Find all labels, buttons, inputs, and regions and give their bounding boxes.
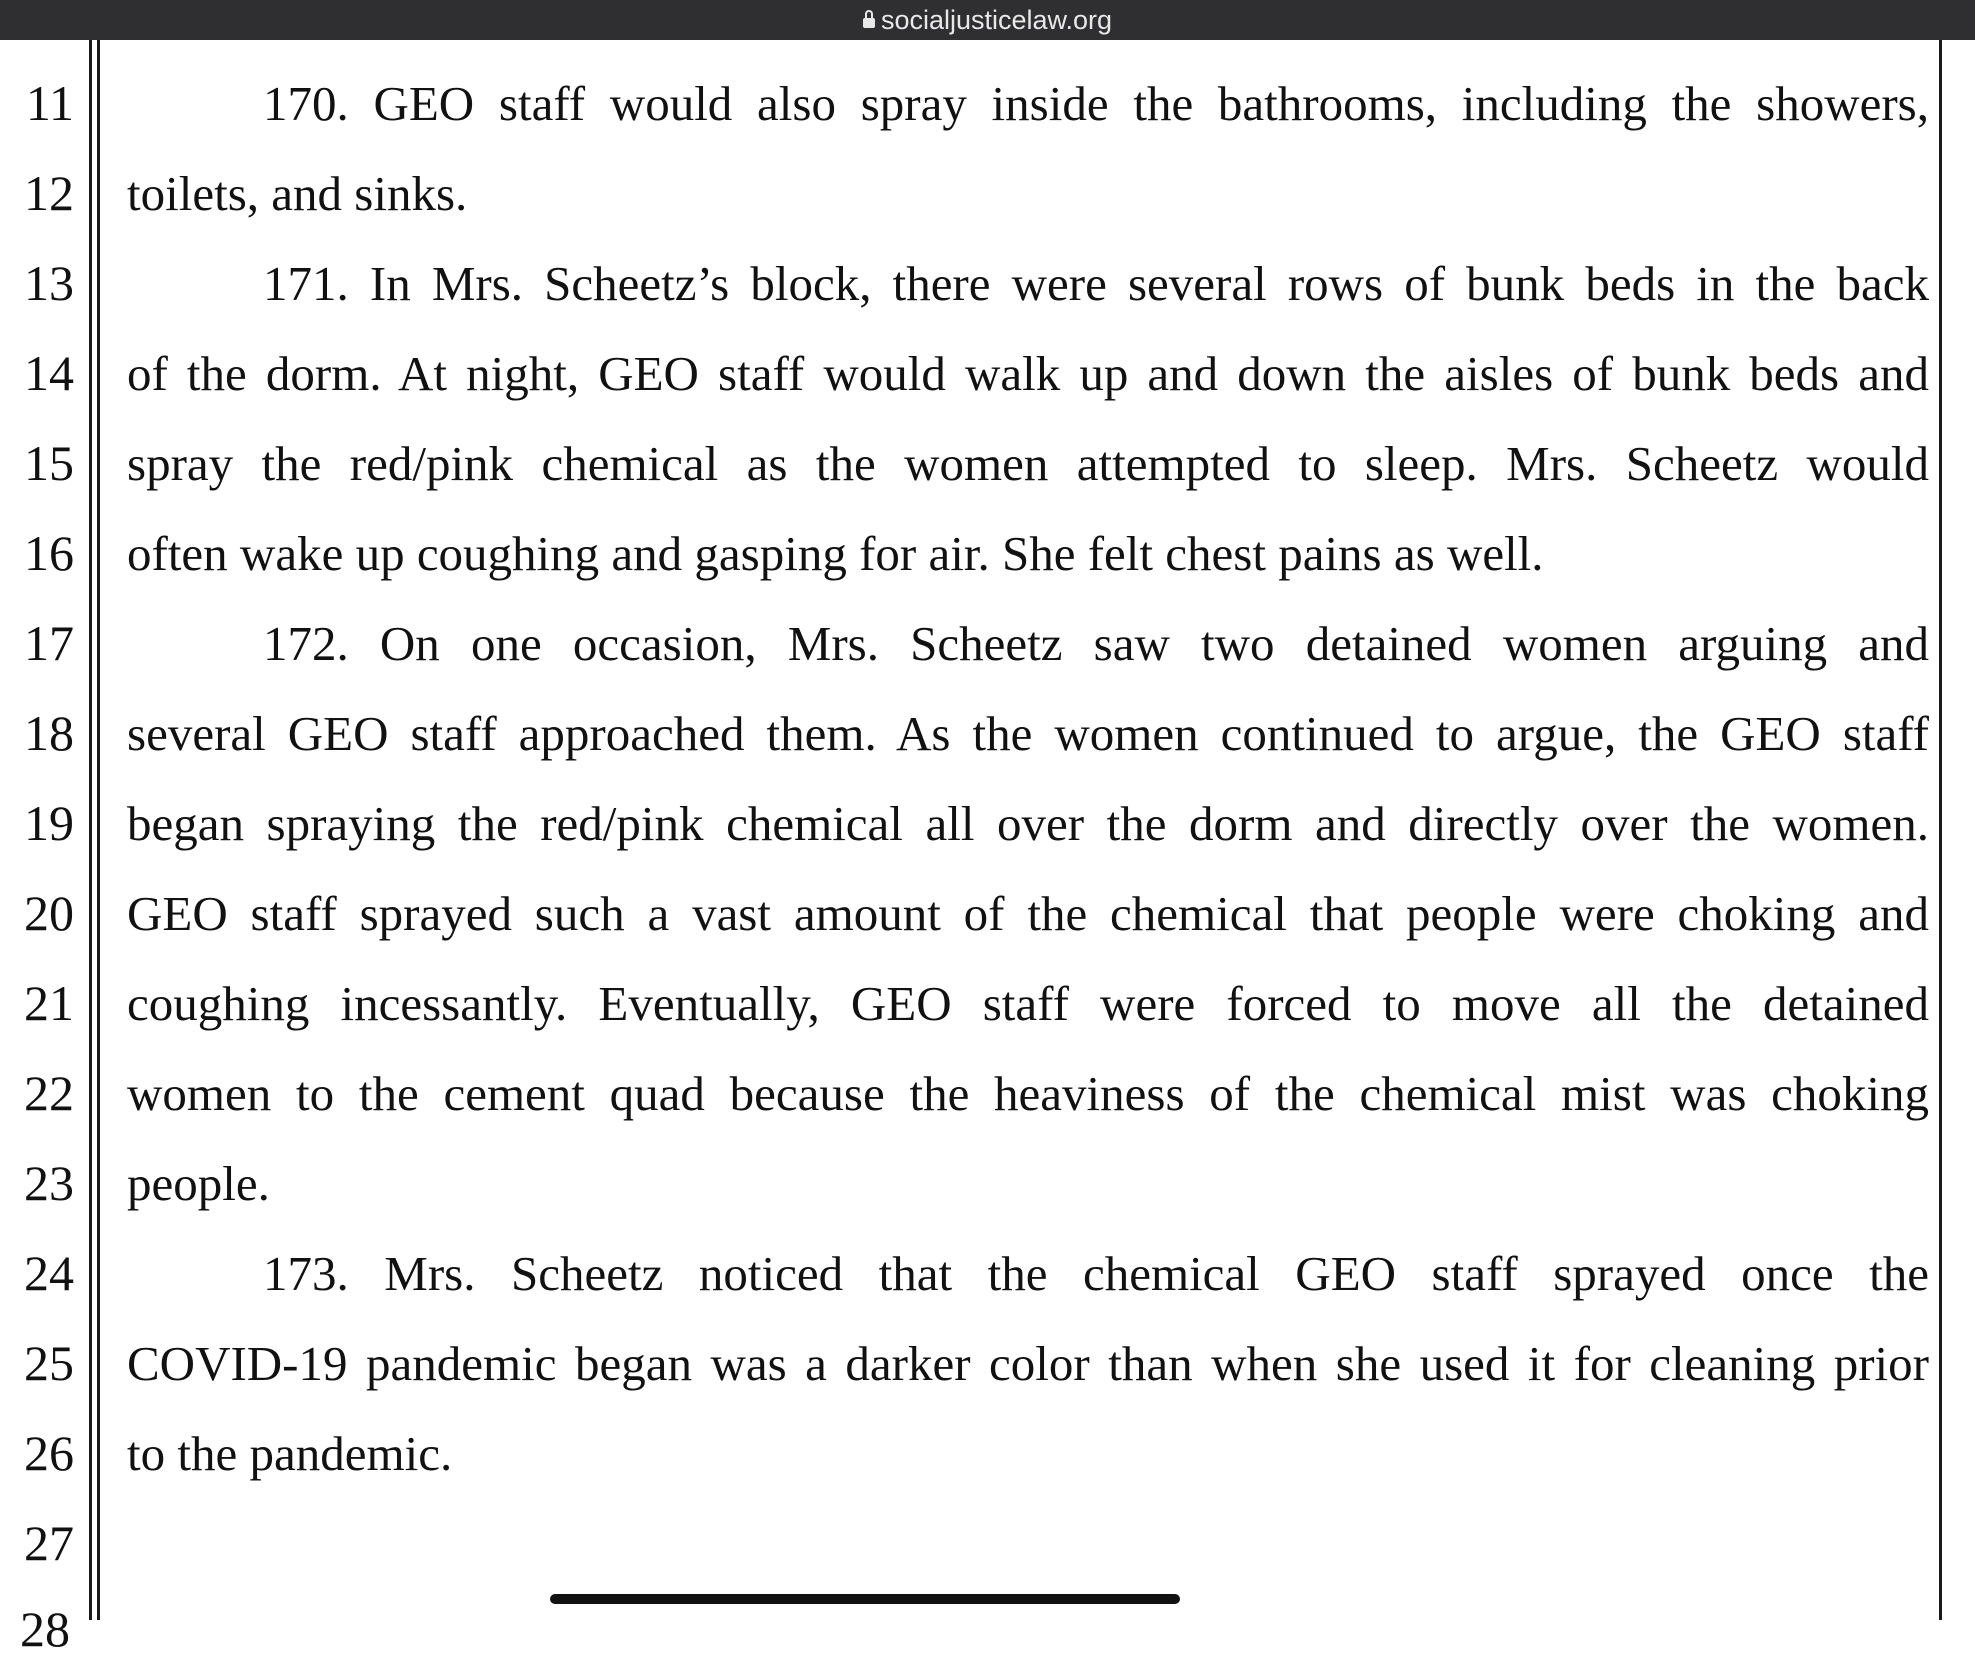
- paragraph-170-line: 170. GEO staff would also spray inside the bathrooms, including the showers,: [263, 76, 1929, 131]
- line-number: 16: [24, 525, 74, 581]
- left-margin-rule-outer: [89, 40, 92, 1620]
- browser-url-bar[interactable]: [0, 0, 1975, 40]
- line-number-partial: 28: [20, 1601, 70, 1657]
- line-number: 17: [24, 615, 74, 671]
- paragraph-172-line: began spraying the red/pink chemical all over the dorm and directly over the women.: [127, 796, 1929, 851]
- url-text: socialjusticelaw.org: [880, 4, 1113, 35]
- line-number: 27: [24, 1515, 74, 1571]
- paragraph-172-line: women to the cement quad because the heaviness of the chemical mist was choking: [127, 1066, 1929, 1121]
- paragraph-172-line: coughing incessantly. Eventually, GEO staff were forced to move all the detained: [127, 976, 1929, 1031]
- line-number: 24: [24, 1245, 74, 1301]
- line-number: 20: [24, 885, 74, 941]
- line-number: 13: [24, 255, 74, 311]
- line-number: 19: [24, 795, 74, 851]
- line-number: 15: [24, 435, 74, 491]
- paragraph-172-line: GEO staff sprayed such a vast amount of the chemical that people were choking and: [127, 886, 1929, 941]
- paragraph-172-line: several GEO staff approached them. As the women continued to argue, the GEO staff: [127, 706, 1929, 761]
- paragraph-171-line: 171. In Mrs. Scheetz’s block, there were several rows of bunk beds in the back: [263, 256, 1929, 311]
- line-number: 12: [24, 165, 74, 221]
- paragraph-173-line: COVID-19 pandemic began was a darker color than when she used it for cleaning prior: [127, 1336, 1929, 1391]
- paragraph-173-line: 173. Mrs. Scheetz noticed that the chemical GEO staff sprayed once the: [263, 1246, 1929, 1301]
- line-number: 14: [24, 345, 74, 401]
- empty-line: [127, 1514, 1929, 1574]
- paragraph-172-line: 172. On one occasion, Mrs. Scheetz saw two detained women arguing and: [263, 616, 1929, 671]
- line-number: 26: [24, 1425, 74, 1481]
- line-number: 18: [24, 705, 74, 761]
- lock-icon: [863, 18, 875, 28]
- line-number: 23: [24, 1155, 74, 1211]
- paragraph-171-line: often wake up coughing and gasping for air. She felt chest pains as well.: [127, 526, 1544, 581]
- line-number: 25: [24, 1335, 74, 1391]
- left-margin-rule-inner: [97, 40, 100, 1620]
- paragraph-171-line: of the dorm. At night, GEO staff would walk up and down the aisles of bunk beds and: [127, 346, 1929, 401]
- paragraph-172-line: people.: [127, 1156, 270, 1211]
- line-number: 21: [24, 975, 74, 1031]
- line-number: 22: [24, 1065, 74, 1121]
- paragraph-170-line: toilets, and sinks.: [127, 166, 468, 221]
- paragraph-173-line: to the pandemic.: [127, 1426, 453, 1481]
- home-indicator-bar[interactable]: [550, 1594, 1180, 1604]
- line-number: 11: [25, 75, 74, 131]
- right-margin-rule: [1939, 40, 1942, 1620]
- paragraph-171-line: spray the red/pink chemical as the women attempted to sleep. Mrs. Scheetz would: [127, 436, 1929, 491]
